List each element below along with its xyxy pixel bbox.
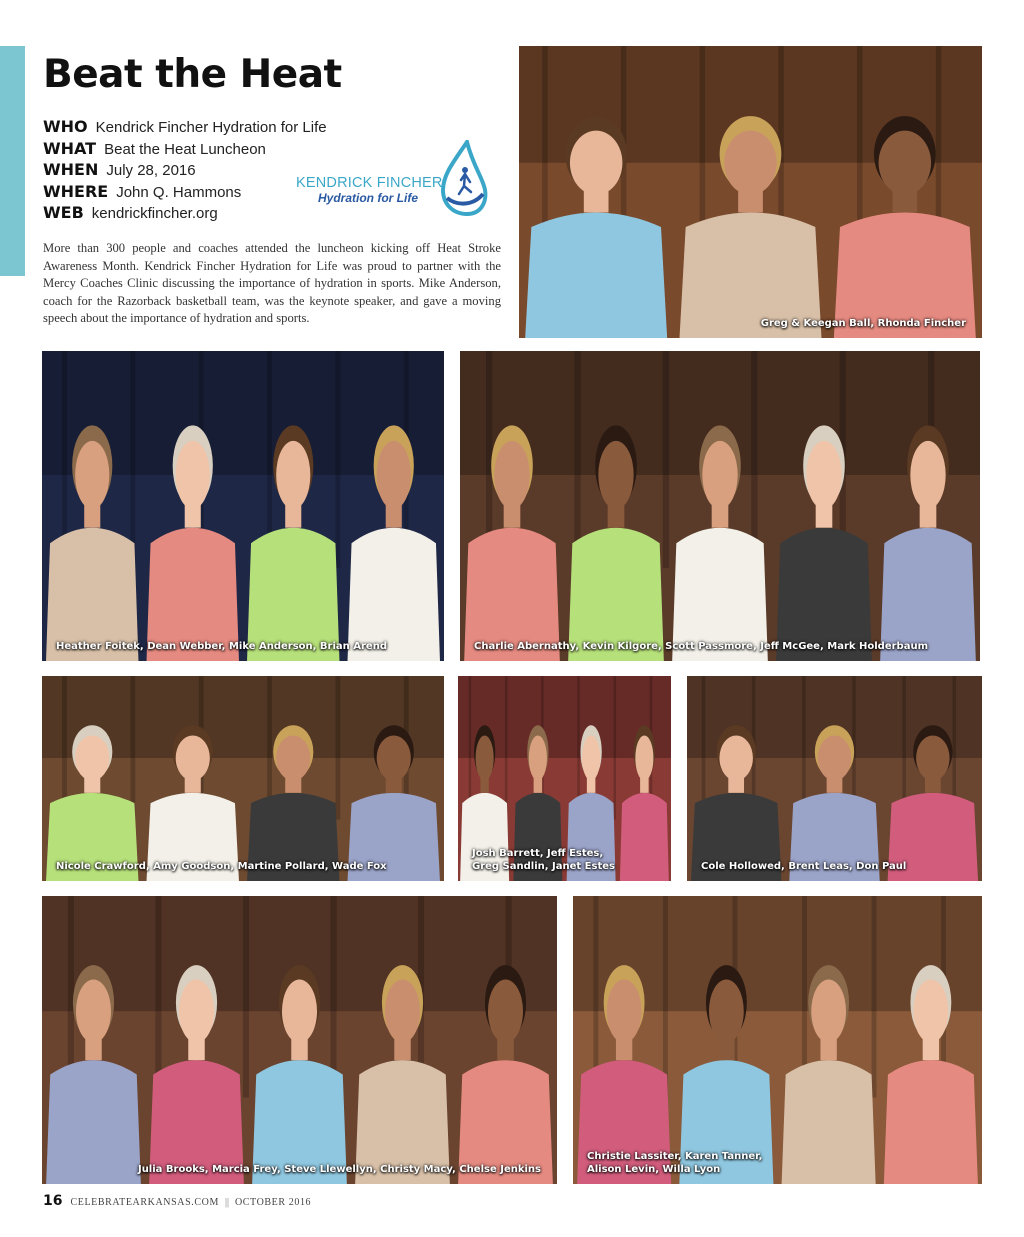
- page-number: 16: [43, 1193, 63, 1209]
- photo-4-caption: [56, 861, 387, 874]
- fact-web-link[interactable]: kendrickfincher.org: [91, 205, 218, 222]
- photo-1-image: [519, 46, 982, 338]
- fact-label: WHO: [43, 117, 88, 136]
- logo-tagline: Hydration for Life: [318, 191, 419, 205]
- fact-value: Beat the Heat Luncheon: [104, 140, 266, 158]
- photo-6-caption: [701, 861, 906, 874]
- photo-8-image: [573, 896, 982, 1184]
- photo-2-caption: [56, 641, 387, 654]
- caption-line: Josh Barrett, Jeff Estes,: [472, 848, 604, 859]
- caption-line: Charlie Abernathy, Kevin Kilgore, Scott Passmore, Jeff McGee, Mark Holderbaum: [474, 640, 928, 652]
- photo-3: [460, 351, 980, 661]
- fact-label: WEB: [43, 203, 84, 222]
- caption-line: Heather Foitek, Dean Webber, Mike Anderson, Brian Arend: [56, 640, 387, 652]
- photo-5-caption: [472, 848, 615, 873]
- photo-2-image: [42, 351, 444, 661]
- kendrick-fincher-logo: [296, 140, 491, 216]
- photo-4: [42, 676, 444, 881]
- caption-line: Cole Hollowed, Brent Leas, Don Paul: [701, 860, 907, 872]
- caption-line: Christie Lassiter, Karen Tanner,: [587, 1151, 763, 1162]
- article-title: Beat the Heat: [43, 52, 342, 97]
- photo-6: [687, 676, 982, 881]
- fact-label: WHEN: [43, 160, 99, 179]
- photo-3-image: [460, 351, 980, 661]
- photo-3-caption: [474, 641, 928, 654]
- water-drop-figure-icon: [437, 140, 489, 216]
- photo-7-image: [42, 896, 557, 1184]
- photo-6-image: [687, 676, 982, 881]
- photo-5: [458, 676, 671, 881]
- caption-line: Nicole Crawford, Amy Goodson, Martine Pollard, Wade Fox: [56, 860, 387, 872]
- fact-who: [43, 116, 327, 138]
- publication-name: CELEBRATEARKANSAS.COM: [70, 1197, 219, 1208]
- page-footer: [43, 1192, 311, 1210]
- photo-2: [42, 351, 444, 661]
- caption-line: Julia Brooks, Marcia Frey, Steve Llewellyn, Christy Macy, Chelse Jenkins: [137, 1163, 541, 1175]
- caption-line: Alison Levin, Willa Lyon: [587, 1163, 721, 1175]
- photo-8: [573, 896, 982, 1184]
- fact-label: WHAT: [43, 138, 97, 158]
- event-facts: [43, 116, 327, 224]
- fact-value: John Q. Hammons: [116, 183, 242, 201]
- photo-1-caption: [761, 318, 966, 331]
- article-body: More than 300 people and coaches attended the luncheon kicking off Heat Stroke Awareness Month. Kendrick Fincher Hydration for Life was proud to partner with the Mercy Coaches Clinic discussing the importance of hydration in sports. Mike Anderson, coach for the Razorback basketball team, was the keynote speaker, and gave a moving speech about the importance of hydration and sports.: [43, 241, 501, 325]
- issue-date: OCTOBER 2016: [234, 1197, 312, 1208]
- photo-1: [519, 46, 982, 338]
- footer-separator: ||: [224, 1197, 229, 1208]
- photo-7-caption: [138, 1164, 541, 1177]
- fact-label: WHERE: [43, 181, 109, 201]
- fact-where: [43, 181, 327, 203]
- photo-8-caption: [587, 1151, 762, 1176]
- fact-web: [43, 202, 327, 224]
- fact-when: [43, 159, 327, 181]
- caption-line: Greg & Keegan Ball, Rhonda Fincher: [760, 317, 966, 329]
- photo-4-image: [42, 676, 444, 881]
- logo-name: KENDRICK FINCHER: [296, 175, 443, 191]
- photo-7: [42, 896, 557, 1184]
- fact-value: July 28, 2016: [106, 162, 196, 179]
- caption-line: Greg Sandlin, Janet Estes: [472, 860, 615, 872]
- fact-value: Kendrick Fincher Hydration for Life: [95, 119, 327, 136]
- accent-bar: [0, 46, 25, 276]
- fact-what: [43, 138, 327, 160]
